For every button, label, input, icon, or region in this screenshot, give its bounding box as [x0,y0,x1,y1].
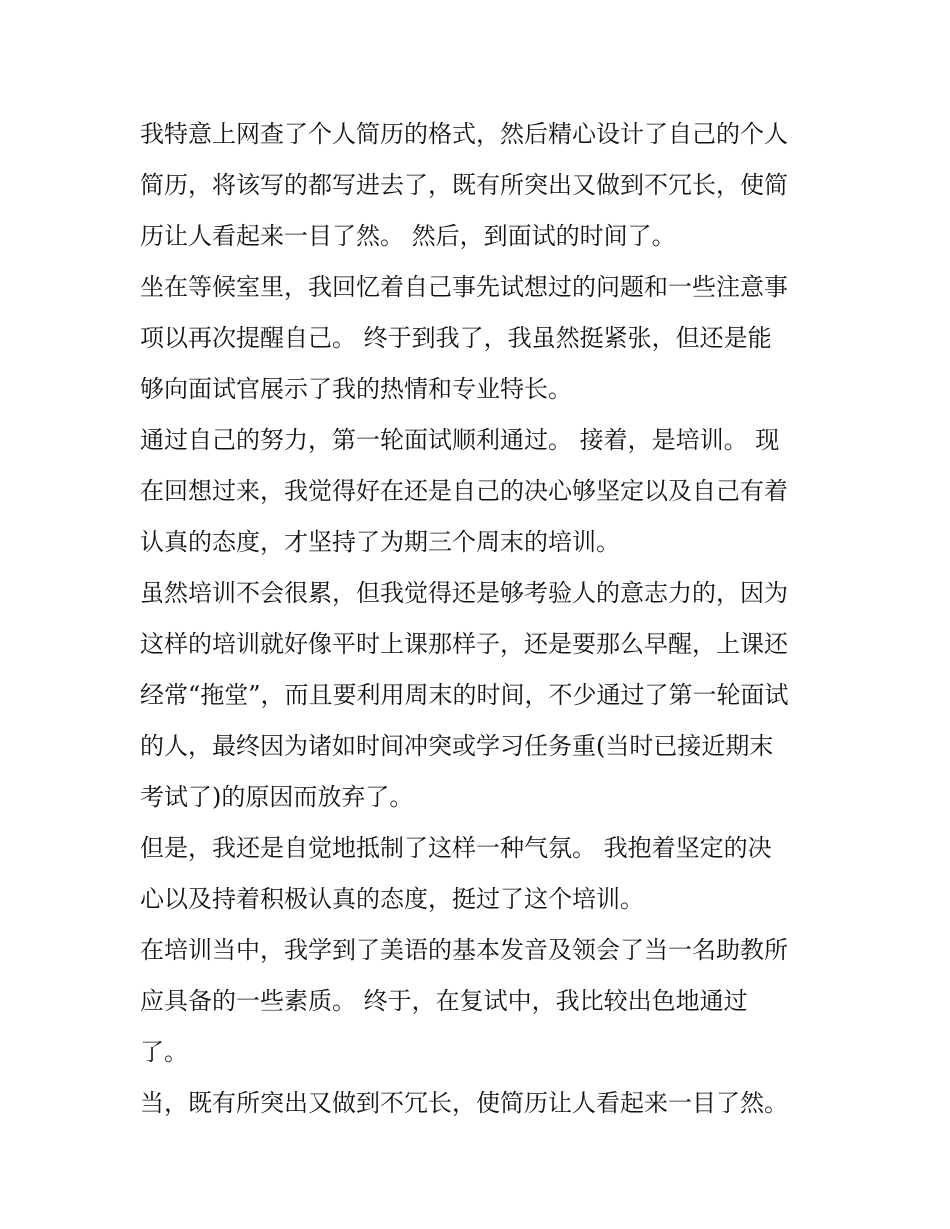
text-line: 在回想过来，我觉得好在还是自己的决心够坚定以及自己有着 [140,477,788,505]
paragraph-4 [140,568,820,823]
text-line: 够向面试官展示了我的热情和专业特长。 [140,375,572,403]
text-line: 我特意上网查了个人简历的格式，然后精心设计了自己的个人 [140,120,788,148]
text-line: 应具备的一些素质。 终于，在复试中，我比较出色地通过 [140,987,748,1015]
text-line: 虽然培训不会很累，但我觉得还是够考验人的意志力的，因为 [140,579,788,607]
paragraph-1 [140,109,820,262]
text-line: 认真的态度，才坚持了为期三个周末的培训。 [140,528,620,556]
text-line: 当，既有所突出又做到不冗长，使简历让人看起来一目了然。 [140,1089,788,1117]
text-line: 项以再次提醒自己。 终于到我了，我虽然挺紧张，但还是能 [140,324,772,352]
text-line: 的人，最终因为诸如时间冲突或学习任务重(当时已接近期末 [140,732,774,760]
paragraph-3 [140,415,820,568]
paragraph-7 [140,1078,820,1129]
text-line: 但是，我还是自觉地抵制了这样一种气氛。 我抱着坚定的决 [140,834,772,862]
text-line: 了。 [140,1038,188,1066]
paragraph-5 [140,823,820,925]
text-line: 简历，将该写的都写进去了，既有所突出又做到不冗长，使简 [140,171,788,199]
body-text [140,109,820,1129]
text-line: 经常“拖堂”，而且要利用周末的时间，不少通过了第一轮面试 [140,681,789,709]
paragraph-2 [140,262,820,415]
text-line: 在培训当中，我学到了美语的基本发音及领会了当一名助教所 [140,936,788,964]
text-line: 坐在等候室里，我回忆着自己事先试想过的问题和一些注意事 [140,273,788,301]
text-line: 心以及持着积极认真的态度，挺过了这个培训。 [140,885,644,913]
text-line: 历让人看起来一目了然。 然后，到面试的时间了。 [140,222,676,250]
text-line: 这样的培训就好像平时上课那样子，还是要那么早醒，上课还 [140,630,788,658]
text-line: 考试了)的原因而放弃了。 [140,783,414,811]
text-line: 通过自己的努力，第一轮面试顺利通过。 接着，是培训。 现 [140,426,780,454]
paragraph-6 [140,925,820,1078]
